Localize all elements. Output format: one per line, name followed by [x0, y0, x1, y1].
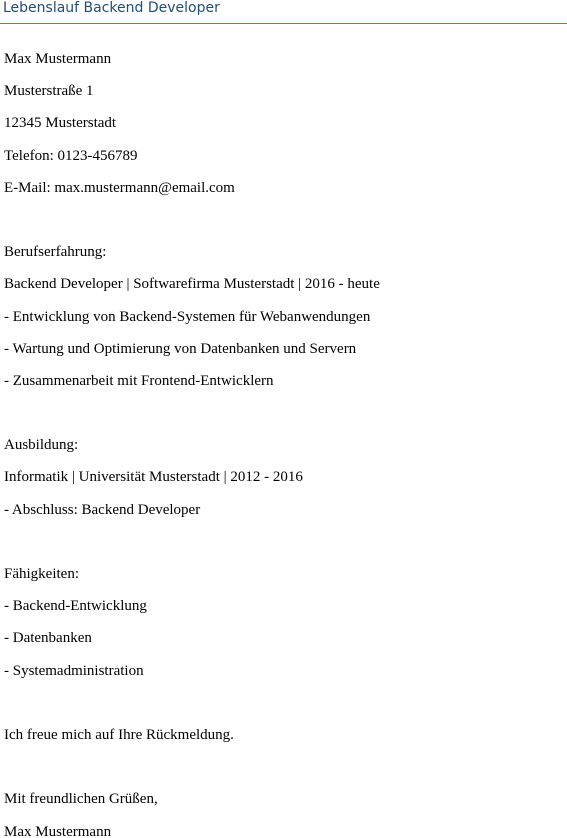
spacer [4, 690, 564, 722]
skills-bullet: - Backend-Entwicklung [4, 598, 147, 615]
education-bullet: - Abschluss: Backend Developer [4, 501, 201, 518]
contact-name: Max Mustermann [4, 51, 112, 67]
experience-heading: Berufserfahrung: [4, 244, 107, 261]
closing-message: Ich freue mich auf Ihre Rückmeldung. [4, 726, 234, 743]
contact-phone: Telefon: 0123-456789 [4, 147, 138, 164]
spacer [4, 400, 564, 432]
closing-section [4, 722, 564, 838]
contact-street: Musterstraße 1 [4, 83, 94, 100]
experience-bullet: - Wartung und Optimierung von Datenbanken und Servern [4, 340, 357, 357]
education-degree: Informatik | Universität Musterstadt | 2012 - 2016 [4, 469, 303, 486]
experience-bullet: - Entwicklung von Backend-Systemen für Webanwendungen [4, 308, 371, 325]
contact-city: 12345 Musterstadt [4, 115, 117, 132]
spacer [4, 207, 564, 239]
spacer [4, 754, 564, 786]
education-heading: Ausbildung: [4, 437, 79, 454]
document-body [4, 46, 564, 838]
skills-section [4, 561, 564, 690]
skills-heading: Fähigkeiten: [4, 566, 79, 582]
document-title: Lebenslauf Backend Developer [3, 0, 220, 16]
experience-section [4, 239, 564, 400]
skills-bullet: - Datenbanken [4, 630, 92, 647]
contact-block [4, 46, 564, 207]
document-header [0, 0, 567, 24]
skills-bullet: - Systemadministration [4, 662, 144, 679]
experience-position: Backend Developer | Softwarefirma Musterstadt | 2016 - heute [4, 276, 380, 293]
experience-bullet: - Zusammenarbeit mit Frontend-Entwicklern [4, 372, 274, 389]
closing-greeting: Mit freundlichen Grüßen, [4, 791, 158, 808]
education-section [4, 432, 564, 529]
closing-signature: Max Mustermann [4, 823, 112, 838]
spacer [4, 529, 564, 561]
contact-email: E-Mail: max.mustermann@email.com [4, 179, 235, 196]
